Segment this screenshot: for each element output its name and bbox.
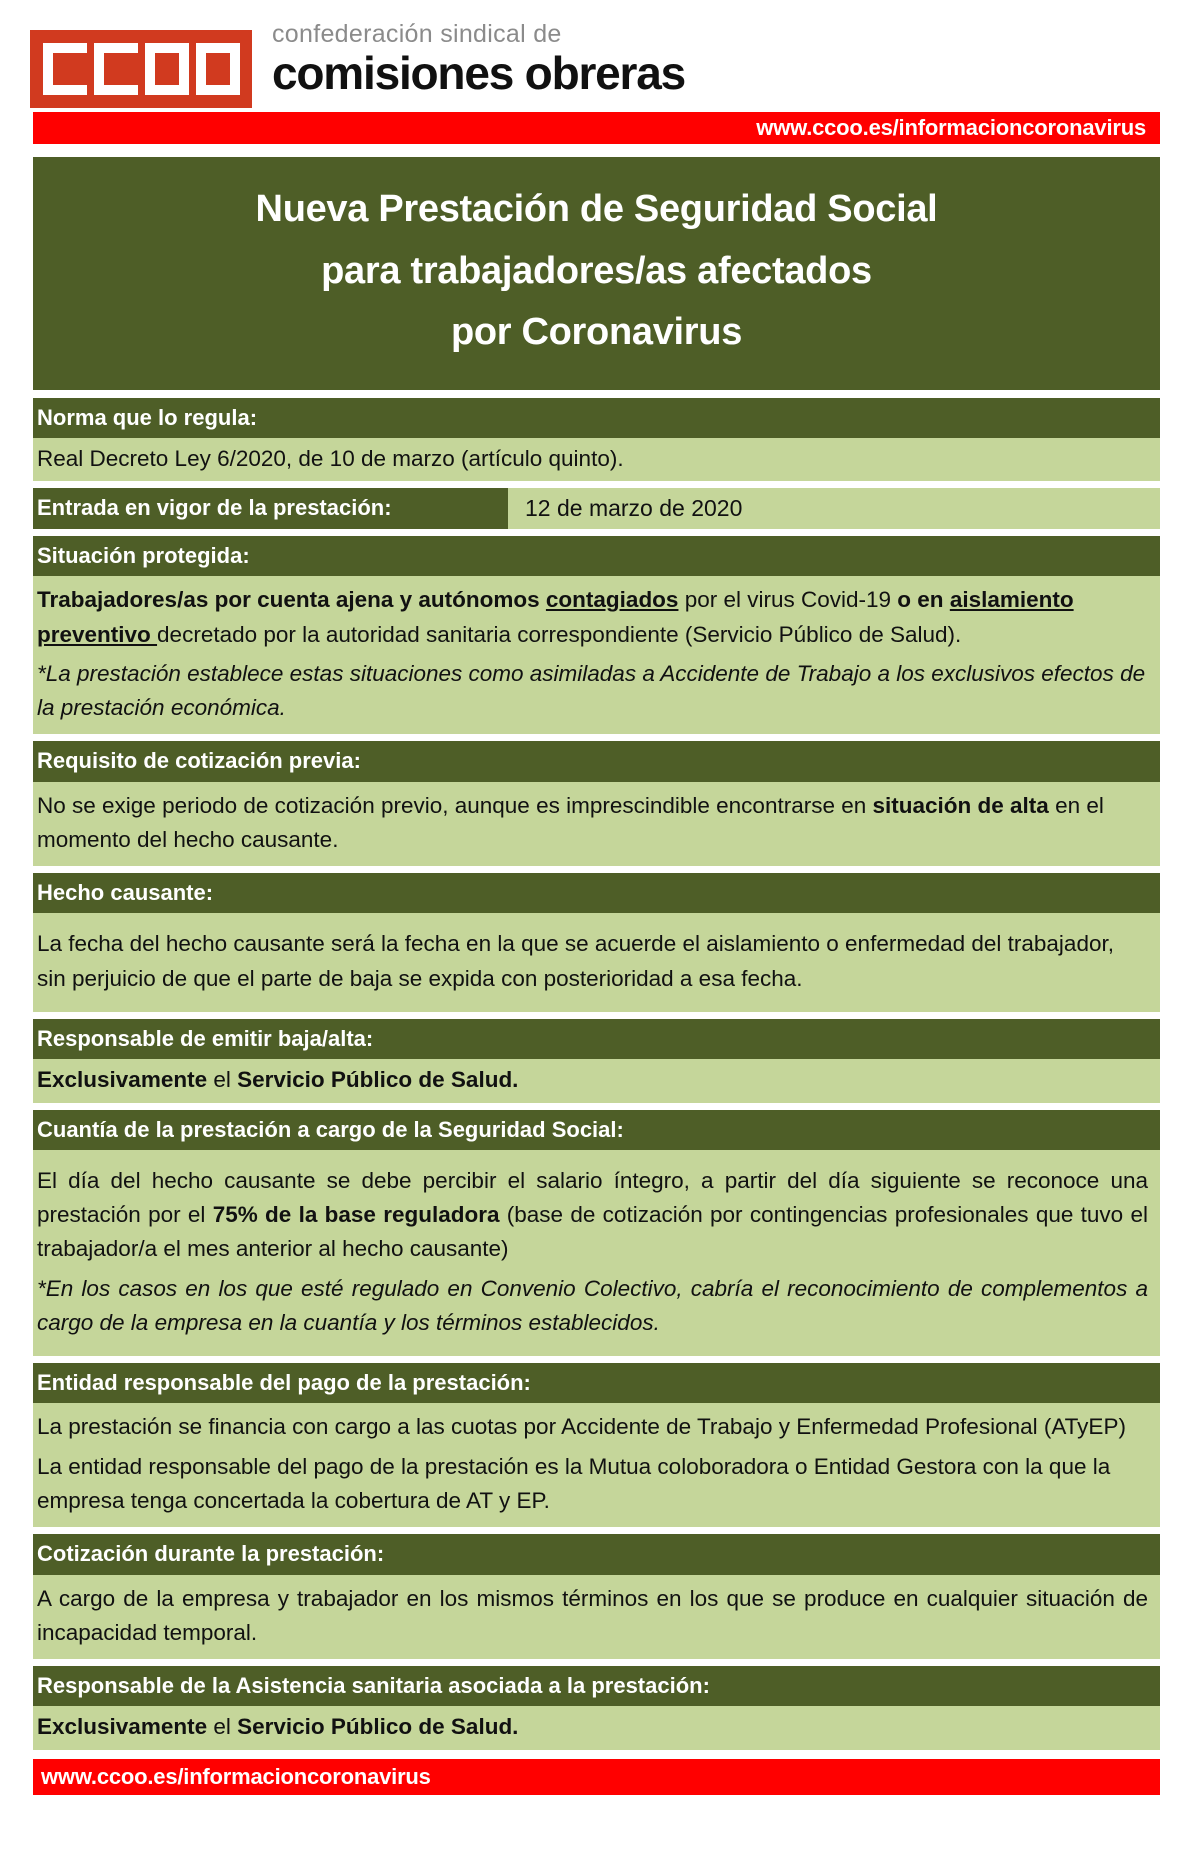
section-hecho-causante-body [33,913,1160,1011]
logo-glyph-o1 [145,43,189,95]
section-hecho-causante [33,873,1160,1012]
section-responsable-asistencia-heading: Responsable de la Asistencia sanitaria asociada a la prestación: [33,1666,1160,1707]
logo-glyph-c2 [94,43,138,95]
section-entrada-vigor-row [33,488,1160,529]
hecho-causante-text: La fecha del hecho causante será la fecha en la que se acuerde el aislamiento o enfermedad del trabajador, sin perjuicio de que el parte de baja se expida con posterioridad a esa fecha. [37,931,1114,991]
page-title-line-1: Nueva Prestación de Seguridad Social [255,188,938,230]
situacion-bold-2: o en [897,587,950,613]
cuantia-paragraph [37,1164,1148,1267]
responsable-baja-bold-1: Exclusivamente [37,1067,208,1093]
section-norma [33,398,1160,482]
situacion-underline-1: contagiados [545,587,679,613]
url-bar-bottom [33,1759,1160,1795]
logo-glyph-o2 [196,43,240,95]
responsable-asistencia-bold-1: Exclusivamente [37,1714,208,1740]
situacion-note: *La prestación establece estas situaciones como asimiladas a Accidente de Trabajo a los exclusivos efectos de la prestación económica. [37,660,1146,720]
section-entrada-vigor [33,488,1160,529]
section-situacion-protegida-heading: Situación protegida: [33,536,1160,577]
section-entrada-vigor-heading: Entrada en vigor de la prestación: [33,488,508,529]
brand-tagline-small: confederación sindical de [272,20,562,48]
section-cuantia [33,1110,1160,1356]
section-situacion-protegida [33,536,1160,734]
brand-wordmark [272,20,686,99]
requisito-bold-1: situación de alta [872,792,1049,818]
section-cotizacion-durante-body [33,1575,1160,1659]
section-responsable-baja-alta-body [33,1059,1160,1102]
requisito-plain-1: No se exige periodo de cotización previo, aunque es imprescindible encontrarse en [37,792,873,818]
sections-container [33,398,1160,1750]
url-text-top[interactable]: www.ccoo.es/informacioncoronavirus [756,115,1146,140]
section-requisito-cotizacion-heading: Requisito de cotización previa: [33,741,1160,782]
section-norma-text: Real Decreto Ley 6/2020, de 10 de marzo (artículo quinto). [37,446,624,472]
entidad-pago-paragraph-2: La entidad responsable del pago de la prestación es la Mutua coloboradora o Entidad Gestora con la que la empresa tenga concertada la cobertura de AT y EP. [37,1453,1111,1513]
section-situacion-protegida-body [33,576,1160,734]
page-title-line-3: por Coronavirus [450,311,743,354]
page-title [33,157,1160,390]
situacion-plain-2: decretado por la autoridad sanitaria correspondiente (Servicio Público de Salud). [157,621,962,647]
section-cuantia-heading: Cuantía de la prestación a cargo de la Seguridad Social: [33,1110,1160,1151]
responsable-baja-paragraph [37,1063,1148,1097]
logo-glyph-c1 [43,43,87,95]
section-responsable-baja-alta-heading: Responsable de emitir baja/alta: [33,1019,1160,1060]
section-cuantia-body [33,1150,1160,1356]
section-requisito-cotizacion-body [33,782,1160,866]
section-requisito-cotizacion [33,741,1160,866]
responsable-asistencia-bold-2: Servicio Público de Salud. [237,1714,519,1740]
cuantia-bold-1: 75% de la base reguladora [212,1202,500,1228]
section-entidad-pago-body [33,1403,1160,1527]
section-cotizacion-durante [33,1534,1160,1659]
section-cotizacion-durante-heading: Cotización durante la prestación: [33,1534,1160,1575]
requisito-paragraph [37,789,1148,857]
section-responsable-asistencia-body [33,1706,1160,1749]
cotizacion-durante-text: A cargo de la empresa y trabajador en los mismos términos en los que se produce en cualquier situación de incapacidad temporal. [37,1585,1148,1645]
requisito-plain-2: en el momento del hecho causante. [37,792,1104,852]
cuantia-note: *En los casos en los que esté regulado en Convenio Colectivo, cabría el reconocimiento de complementos a cargo de la empresa en la cuantía y los términos establecidos. [37,1275,1148,1335]
section-responsable-asistencia [33,1666,1160,1750]
url-bar-top [33,112,1160,144]
masthead [0,0,1200,112]
section-norma-heading: Norma que lo regula: [33,398,1160,439]
section-norma-body [33,438,1160,481]
responsable-baja-bold-2: Servicio Público de Salud. [237,1067,519,1093]
cuantia-plain-1: El día del hecho causante se debe percibir el salario íntegro, a partir del día siguiente se reconoce una prestación por el [37,1168,1148,1228]
responsable-asistencia-paragraph [37,1710,1148,1744]
situacion-plain-1: por el virus Covid-19 [678,587,898,613]
url-text-bottom[interactable]: www.ccoo.es/informacioncoronavirus [41,1763,431,1789]
page-title-line-2: para trabajadores/as afectados [321,249,872,292]
ccoo-logo-icon [30,30,252,108]
situacion-paragraph [37,583,1148,651]
cuantia-plain-2: (base de cotización por contingencias profesionales que tuvo el trabajador/a el mes anterior al hecho causante) [37,1202,1148,1262]
section-entidad-pago-heading: Entidad responsable del pago de la prestación: [33,1363,1160,1404]
entidad-pago-paragraph-1: La prestación se financia con cargo a las cuotas por Accidente de Trabajo y Enfermedad Profesional (ATyEP) [37,1414,1126,1440]
section-entidad-pago [33,1363,1160,1527]
section-hecho-causante-heading: Hecho causante: [33,873,1160,914]
section-entrada-vigor-value: 12 de marzo de 2020 [508,488,1160,529]
brand-tagline-main: comisiones obreras [272,47,686,99]
situacion-underline-2: aislamiento preventivo [37,587,1074,647]
section-responsable-baja-alta [33,1019,1160,1103]
responsable-asistencia-plain: el [207,1714,238,1740]
situacion-bold-1: Trabajadores/as por cuenta ajena y autónomos [37,587,546,613]
responsable-baja-plain: el [207,1067,238,1093]
